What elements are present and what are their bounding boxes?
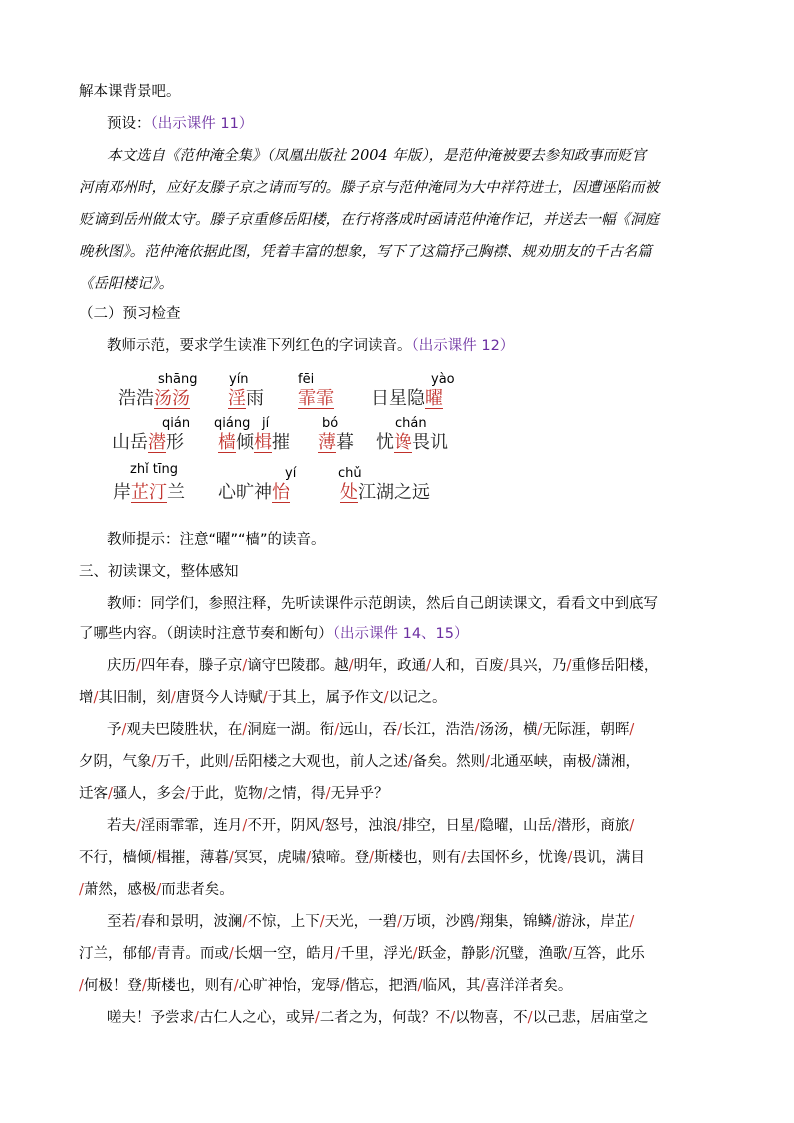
pause-mark: / [242, 818, 248, 834]
text-segment: 至若 [107, 914, 136, 930]
pause-mark: / [314, 1010, 320, 1026]
pause-mark: / [348, 658, 354, 674]
pause-mark: / [537, 722, 543, 738]
word-xinkuangshenyi: 心旷神怡 [218, 482, 290, 503]
pause-mark: / [242, 914, 248, 930]
pause-mark: / [335, 946, 341, 962]
text-segment: 临风，其 [422, 978, 481, 994]
pause-mark: / [527, 1010, 533, 1026]
teacher-hint: 教师提示：注意“曜”“樯”的读音。 [107, 532, 326, 548]
text-segment: 万顷，沙鸥 [402, 914, 475, 930]
word-youchanweiji: 忧谗畏讥 [376, 432, 448, 453]
pause-mark: / [325, 786, 331, 802]
pause-mark: / [551, 914, 557, 930]
text-segment: 增 [79, 690, 94, 706]
pause-mark: / [397, 914, 403, 930]
text-segment: 骚人，多会 [112, 786, 186, 802]
pause-mark: / [474, 818, 480, 834]
background-paragraph: 贬谪到岳州做太守。滕子京重修岳阳楼，在行将落成时函请范仲淹作记，并送去一幅《洞庭 [79, 212, 659, 228]
word-rixingyinyao: 日星隐曜 [371, 388, 443, 409]
text-segment: 之情，得 [267, 786, 326, 802]
pause-mark: / [383, 690, 389, 706]
text-segment: 长江，浩浩 [402, 722, 475, 738]
text-segment: 无际涯，朝晖 [542, 722, 630, 738]
pause-mark: / [170, 690, 176, 706]
text-segment: 畏讥，满目 [572, 850, 645, 866]
pause-mark: / [474, 914, 480, 930]
pinyin: yí [285, 466, 297, 481]
text-segment: 喜洋洋者矣。 [485, 978, 573, 994]
text-segment: 以己悲，居庙堂之 [532, 1010, 649, 1026]
pause-mark: / [233, 978, 239, 994]
pause-mark: / [108, 786, 113, 802]
text-segment: 潇湘， [596, 754, 640, 770]
pause-mark: / [242, 722, 248, 738]
pause-mark: / [567, 850, 573, 866]
text-segment: 楫摧，薄暮 [156, 850, 229, 866]
text-segment: 洞庭一湖。衔 [247, 722, 335, 738]
classical-text-line [79, 848, 645, 868]
pinyin: shāng [158, 372, 198, 387]
classical-text-line [79, 752, 640, 772]
courseware-ref: （出示课件 11） [150, 116, 254, 132]
text-segment: 予 [107, 722, 122, 738]
text-segment: 跃金，静影 [417, 946, 491, 962]
text-segment: 庆历 [107, 658, 136, 674]
text-segment: 去国怀乡，忧谗 [465, 850, 568, 866]
pause-mark: / [262, 690, 268, 706]
text-segment: 何极！登 [83, 978, 142, 994]
pause-mark: / [426, 658, 432, 674]
pause-mark: / [194, 1010, 199, 1026]
pinyin: fēi [298, 372, 315, 387]
text-segment: 北通巫峡，南极 [490, 754, 592, 770]
classical-text-line [107, 912, 634, 932]
pause-mark: / [490, 946, 495, 962]
text-segment: 若夫 [107, 818, 136, 834]
word-yinyu: 淫雨 [228, 388, 264, 409]
text-line: 解本课背景吧。 [79, 84, 181, 100]
pinyin: yào [431, 372, 455, 387]
text-segment: 以记之。 [388, 690, 447, 706]
text-segment: 唐贤今人诗赋 [175, 690, 263, 706]
pause-mark: / [397, 818, 403, 834]
text-segment: 远山，吞 [339, 722, 398, 738]
text-segment: 怒号，浊浪 [324, 818, 398, 834]
text-segment: 重修岳阳楼， [571, 658, 659, 674]
text-segment: 谪守巴陵郡。越 [247, 658, 349, 674]
teacher-instruction: 了哪些内容。（朗读时注意节奏和断句）（出示课件 14、15） [79, 626, 469, 642]
background-paragraph: 河南邓州时，应好友滕子京之请而写的。滕子京与范仲淹同为大中祥符进士，因遭诬陷而被 [79, 180, 659, 196]
word-shanyueqianxing: 山岳潜形 [112, 432, 184, 453]
pause-mark: / [121, 722, 127, 738]
text-segment: 青青。而或 [156, 946, 229, 962]
pause-mark: / [503, 658, 509, 674]
text-segment: 明年，政通 [353, 658, 427, 674]
pause-mark: / [228, 946, 234, 962]
classical-text-line [79, 688, 447, 708]
background-paragraph: 本文选自《范仲淹全集》（凤凰出版社 2004 年版），是范仲淹被要去参知政事而贬官 [107, 148, 647, 164]
text-segment: 不行，樯倾 [79, 850, 152, 866]
pause-mark: / [93, 690, 99, 706]
pause-mark: / [185, 786, 191, 802]
text-segment: 天光，一碧 [324, 914, 398, 930]
pinyin: bó [322, 416, 339, 431]
text-segment: 斯楼也，则有 [374, 850, 462, 866]
pause-mark: / [397, 722, 403, 738]
text-segment: 沉璧，渔歌 [494, 946, 568, 962]
text-segment: 迁客 [79, 786, 108, 802]
preset-label: 预设： [107, 116, 151, 132]
pause-mark: / [141, 978, 147, 994]
text-segment: 以物喜，不 [455, 1010, 528, 1026]
pause-mark: / [151, 754, 157, 770]
word-anzhitinglan: 岸芷汀兰 [113, 482, 185, 503]
text-segment: 偕忘，把酒 [345, 978, 418, 994]
pause-mark: / [228, 754, 234, 770]
pause-mark: / [151, 946, 157, 962]
text-segment: 排空，日星 [402, 818, 475, 834]
text-segment: 萧然，感极 [83, 882, 157, 898]
text-segment: 其旧制，刻 [98, 690, 171, 706]
classical-text-line [107, 656, 658, 676]
text-segment: 互答，此乐 [572, 946, 645, 962]
section-heading: 三、初读课文，整体感知 [79, 564, 239, 580]
pause-mark: / [136, 914, 141, 930]
text-segment: 无异乎？ [330, 786, 389, 802]
text-segment: 四年春，滕子京 [140, 658, 243, 674]
text-segment: 潜形，商旅 [556, 818, 630, 834]
pause-mark: / [474, 722, 480, 738]
word-bomu: 薄暮 [318, 432, 354, 453]
pause-mark: / [228, 850, 234, 866]
text-segment: 古仁人之心，或异 [198, 1010, 315, 1026]
pinyin: chán [395, 416, 427, 431]
section-heading: （二）预习检查 [79, 306, 181, 322]
text-segment: 万千，此则 [156, 754, 229, 770]
text-segment: 于其上，属予作文 [267, 690, 384, 706]
pause-mark: / [480, 978, 486, 994]
classical-text-line [107, 816, 634, 836]
courseware-ref: （出示课件 12） [411, 338, 515, 354]
pause-mark: / [79, 882, 84, 898]
demo-line [107, 336, 514, 356]
background-paragraph: 《岳阳楼记》。 [79, 276, 174, 292]
preset-line [107, 114, 253, 134]
pause-mark: / [136, 658, 141, 674]
pause-mark: / [629, 818, 635, 834]
pause-mark: / [629, 914, 635, 930]
classical-text-line [79, 880, 234, 900]
classical-text-line [79, 944, 645, 964]
pause-mark: / [136, 818, 141, 834]
pinyin: yín [229, 372, 249, 387]
text-segment: 斯楼也，则有 [146, 978, 234, 994]
text-segment: 春和景明，波澜 [140, 914, 243, 930]
text-segment: 淫雨霏霏，连月 [140, 818, 243, 834]
pause-mark: / [485, 754, 491, 770]
classical-text-line [107, 720, 634, 740]
text-segment: 岳阳楼之大观也，前人之述 [233, 754, 408, 770]
pause-mark: / [79, 978, 84, 994]
pause-mark: / [151, 850, 157, 866]
pause-mark: / [566, 658, 572, 674]
text-segment: 夕阴，气象 [79, 754, 152, 770]
text-segment: 隐曜，山岳 [479, 818, 552, 834]
word-feifei: 霏霏 [298, 388, 334, 409]
pause-mark: / [407, 754, 413, 770]
pause-mark: / [156, 882, 162, 898]
pause-mark: / [412, 946, 418, 962]
text-segment: 备矣。然则 [412, 754, 486, 770]
text-segment: 而悲者矣。 [161, 882, 234, 898]
text-segment: 于此，览物 [190, 786, 263, 802]
text-segment: 千里，浮光 [340, 946, 413, 962]
teacher-instruction: 教师：同学们，参照注释，先听读课件示范朗读，然后自己朗读课文，看看文中到底写 [107, 596, 658, 612]
demo-text: 教师示范，要求学生读准下列红色的字词读音。 [107, 338, 412, 354]
text-segment: 心旷神怡，宠辱 [238, 978, 341, 994]
classical-text-line [79, 784, 389, 804]
courseware-ref: （出示课件 14、15） [332, 626, 469, 642]
word-qiangqingjicui: 樯倾楫摧 [218, 432, 290, 453]
pause-mark: / [319, 818, 325, 834]
word-haohao-shangshang: 浩浩汤汤 [118, 388, 190, 409]
text-segment: 观夫巴陵胜状，在 [126, 722, 243, 738]
pinyin: zhǐ tīng [130, 462, 179, 477]
pause-mark: / [369, 850, 375, 866]
pause-mark: / [567, 946, 573, 962]
text-segment: 具兴，乃 [508, 658, 567, 674]
text-segment: 汤汤，横 [479, 722, 538, 738]
pause-mark: / [629, 722, 635, 738]
pause-mark: / [551, 818, 557, 834]
pause-mark: / [242, 658, 248, 674]
text-segment: 二者之为，何哉？不 [319, 1010, 451, 1026]
text-segment: 翔集，锦鳞 [479, 914, 552, 930]
text-segment: 冥冥，虎啸 [233, 850, 307, 866]
text-segment: 猿啼。登 [311, 850, 370, 866]
text-segment: 游泳，岸芷 [556, 914, 630, 930]
text-segment: 不开，阴风 [247, 818, 320, 834]
background-paragraph: 晚秋图》。范仲淹依据此图，凭着丰富的想象，写下了这篇抒己胸襟、规劝朋友的千古名篇 [79, 244, 652, 260]
pause-mark: / [450, 1010, 456, 1026]
pinyin: qiáng [214, 416, 251, 431]
classical-text-line [79, 976, 572, 996]
pause-mark: / [262, 786, 268, 802]
pause-mark: / [306, 850, 312, 866]
classical-text-line [107, 1008, 649, 1028]
text-segment: 人和，百废 [431, 658, 504, 674]
text-segment: 长烟一空，皓月 [233, 946, 336, 962]
pinyin: jí [262, 416, 270, 431]
text-segment: 不惊，上下 [247, 914, 320, 930]
text-segment: 嗟夫！予尝求 [107, 1010, 194, 1026]
pause-mark: / [461, 850, 466, 866]
pause-mark: / [319, 914, 325, 930]
pause-mark: / [417, 978, 423, 994]
text-segment: 汀兰，郁郁 [79, 946, 152, 962]
word-chujianghuzhiyuan: 处江湖之远 [340, 482, 430, 503]
pinyin: chǔ [338, 466, 362, 481]
pause-mark: / [591, 754, 597, 770]
pause-mark: / [334, 722, 340, 738]
pinyin: qián [162, 416, 191, 431]
pause-mark: / [340, 978, 346, 994]
